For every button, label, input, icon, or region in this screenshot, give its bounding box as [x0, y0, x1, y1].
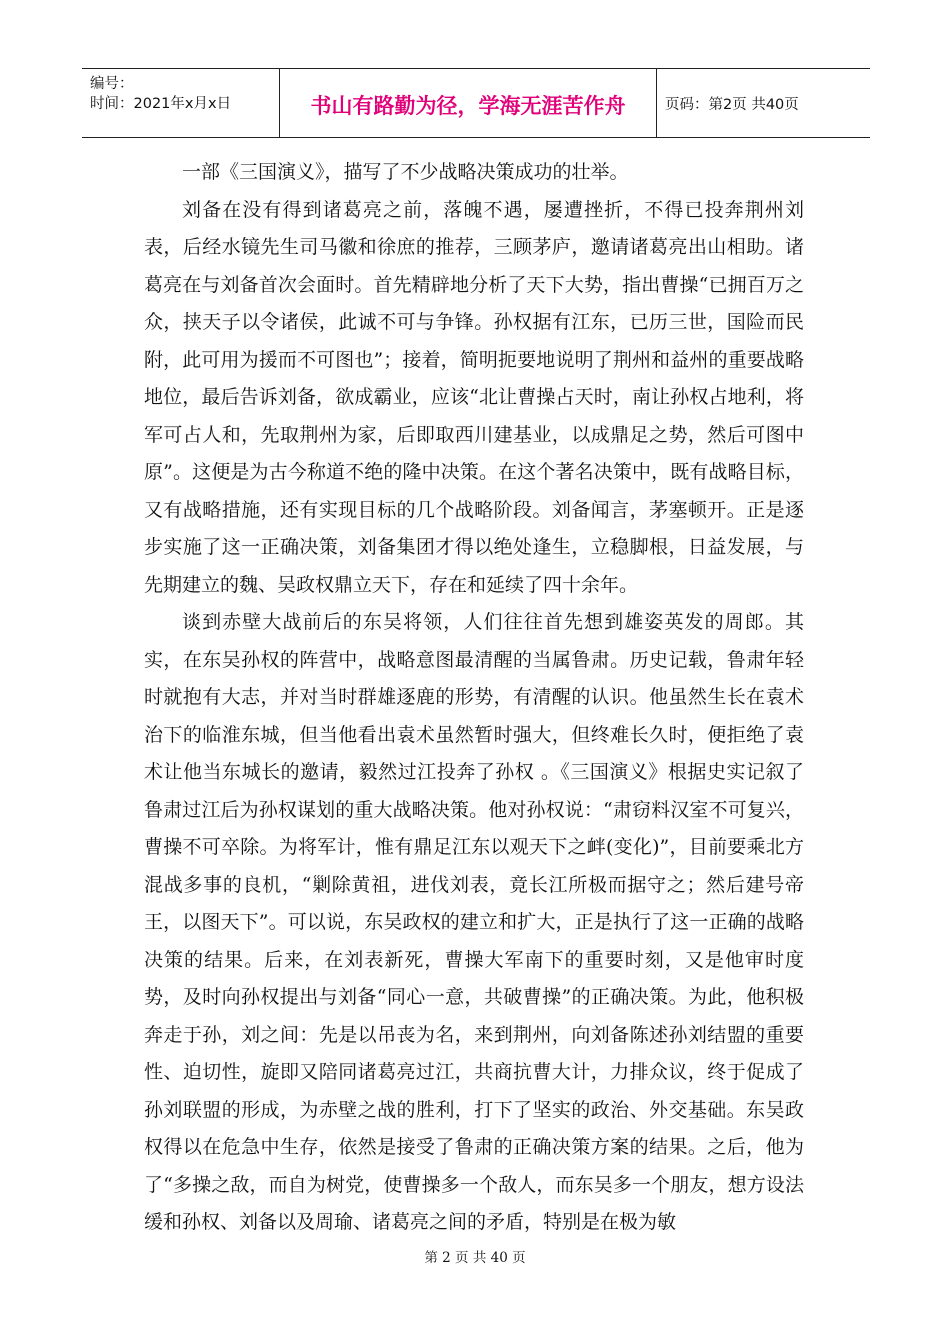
- page-header: [82, 68, 870, 138]
- paragraph: 谈到赤壁大战前后的东吴将领，人们往往首先想到雄姿英发的周郎。其实，在东吴孙权的阵营中，战略意图最清醒的当属鲁肃。历史记载，鲁肃年轻时就抱有大志，并对当时群雄逐鹿的形势，有清醒的认识。他虽然生长在袁术治下的临淮东城，但当他看出袁术虽然暂时强大，但终难长久时，便拒绝了袁术让他当东城长的邀请，毅然过江投奔了孙权 。《三国演义》根据史实记叙了鲁肃过江后为孙权谋划的重大战略决策。他对孙权说：“肃窃料汉室不可复兴，曹操不可卒除。为将军计，惟有鼎足江东以观天下之衅(变化)”，目前要乘北方混战多事的良机，“剿除黄祖，进伐刘表，竟长江所极而据守之；然后建号帝王，以图天下”。可以说，东吴政权的建立和扩大，正是执行了这一正确的战略决策的结果。后来，在刘表新死，曹操大军南下的重要时刻，又是他审时度势，及时向孙权提出与刘备“同心一意，共破曹操”的正确决策。为此，他积极奔走于孙，刘之间：先是以吊丧为名，来到荆州，向刘备陈述孙刘结盟的重要性、迫切性，旋即又陪同诸葛亮过江，共商抗曹大计，力排众议，终于促成了孙刘联盟的形成，为赤壁之战的胜利，打下了坚实的政治、外交基础。东吴政权得以在危急中生存，依然是接受了鲁肃的正确决策方案的结果。之后，他为了“多操之敌，而自为树党，使曹操多一个敌人，而东吴多一个朋友，想方设法缓和孙权、刘备以及周瑜、诸葛亮之间的矛盾，特别是在极为敏: [144, 611, 804, 1233]
- paragraph: 一部《三国演义》，描写了不少战略决策成功的壮举。: [182, 161, 629, 183]
- header-motto: 书山有路勤为径，学海无涯苦作舟: [280, 69, 657, 137]
- header-meta: [82, 69, 280, 137]
- document-body: [144, 154, 804, 1242]
- header-page-info: 页码：第2页 共40页: [665, 96, 799, 113]
- page-footer: 第 2 页 共 40 页: [424, 1250, 526, 1266]
- paragraph: 刘备在没有得到诸葛亮之前，落魄不遇，屡遭挫折，不得已投奔荆州刘表，后经水镜先生司马徽和徐庶的推荐，三顾茅庐，邀请诸葛亮出山相助。诸葛亮在与刘备首次会面时。首先精辟地分析了天下大势，指出曹操“已拥百万之众，挟天子以令诸侯，此诚不可与争锋。孙权据有江东，已历三世，国险而民附，此可用为援而不可图也”；接着，简明扼要地说明了荆州和益州的重要战略地位，最后告诉刘备，欲成霸业，应该“北让曹操占天时，南让孙权占地利，将军可占人和，先取荆州为家，后即取西川建基业，以成鼎足之势，然后可图中原”。这便是为古今称道不绝的隆中决策。在这个著名决策中，既有战略目标，又有战略措施，还有实现目标的几个战略阶段。刘备闻言，茅塞顿开。正是逐步实施了这一正确决策，刘备集团才得以绝处逢生，立稳脚根，日益发展，与先期建立的魏、吴政权鼎立天下，存在和延续了四十余年。: [144, 198, 804, 596]
- document-time-label: 时间：2021年x月x日: [90, 96, 232, 112]
- document-number-label: 编号：: [90, 76, 134, 92]
